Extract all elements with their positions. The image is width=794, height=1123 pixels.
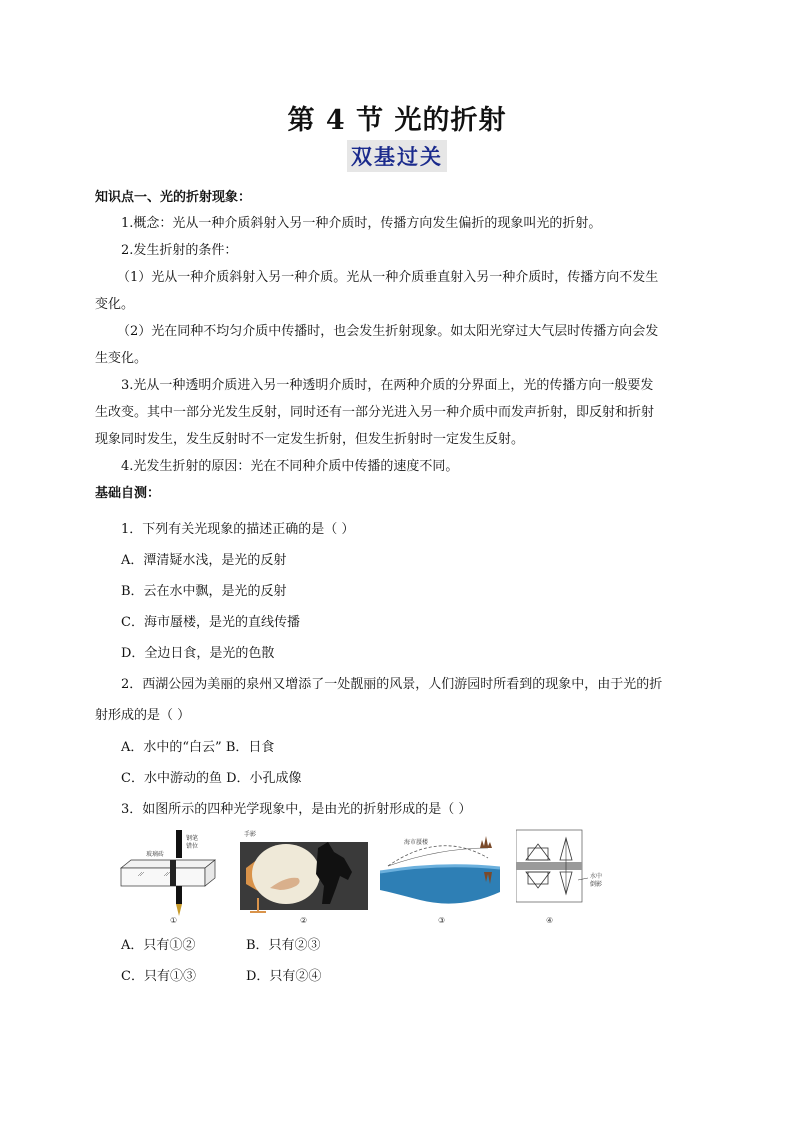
- label-pen-offset: 错位: [186, 843, 199, 850]
- knowledge-line-3: （1）光从一种介质斜射入另一种介质。光从一种介质垂直射入另一种介质时，传播方向不发生: [117, 270, 659, 285]
- figure-hand-shadow: [240, 828, 368, 925]
- q3-figures: [118, 828, 603, 928]
- knowledge-line-6: 生变化。: [95, 351, 148, 366]
- q3-stem: 3．如图所示的四种光学现象中，是由光的折射形成的是（ ）: [121, 802, 472, 817]
- q2-options-row-1: A．水中的“白云” B．日食: [121, 740, 275, 755]
- knowledge-line-2: 2.发生折射的条件：: [121, 243, 238, 258]
- q3-option-a: A．只有①②: [121, 938, 196, 953]
- q3-option-c: C．只有①③: [121, 969, 196, 984]
- knowledge-line-10: 4.光发生折射的原因：光在不同种介质中传播的速度不同。: [121, 459, 459, 474]
- figure-number-1: ①: [170, 916, 178, 925]
- page-title: 第 4 节 光的折射: [287, 105, 507, 136]
- q3-option-d: D．只有②④: [246, 969, 322, 984]
- knowledge-line-1: 1.概念：光从一种介质斜射入另一种介质时，传播方向发生偏折的现象叫光的折射。: [121, 216, 602, 231]
- label-mirage: 海市蜃楼: [404, 839, 429, 846]
- figure-number-2: ②: [300, 916, 308, 925]
- label-hand-shadow: 手影: [244, 831, 257, 838]
- knowledge-line-4: 变化。: [95, 297, 135, 312]
- q1-option-c: C．海市蜃楼，是光的直线传播: [121, 615, 300, 630]
- section-subtitle: 双基过关: [347, 140, 447, 172]
- knowledge-line-9: 现象同时发生，发生反射时不一定发生折射，但发生折射时一定发生反射。: [95, 432, 525, 447]
- label-reflection: 倒影: [590, 881, 603, 888]
- q2-options-row-2: C．水中游动的鱼 D．小孔成像: [121, 771, 302, 786]
- subtitle-wrap: [0, 140, 794, 172]
- q1-option-b: B．云在水中飘，是光的反射: [121, 584, 287, 599]
- figure-mirage: [380, 828, 500, 925]
- knowledge-line-7: 3.光从一种透明介质进入另一种透明介质时，在两种介质的分界面上，光的传播方向一般要发: [121, 378, 654, 393]
- q1-stem: 1．下列有关光现象的描述正确的是（ ）: [121, 522, 355, 537]
- label-glass: 玻璃砖: [146, 851, 165, 858]
- figure-number-3: ③: [438, 916, 446, 925]
- q2-stem-line-2: 射形成的是（ ）: [95, 708, 191, 723]
- figure-water-reflection: [516, 828, 616, 925]
- knowledge-line-8: 生改变。其中一部分光发生反射，同时还有一部分光进入另一种介质中而发声折射，即反射和折射: [95, 405, 655, 420]
- q2-stem-line-1: 2．西湖公园为美丽的泉州又增添了一处靓丽的风景，人们游园时所看到的现象中，由于光的折: [121, 677, 663, 692]
- practice-heading: 基础自测：: [95, 486, 161, 501]
- knowledge-heading: 知识点一、光的折射现象：: [95, 190, 252, 205]
- figure-number-4: ④: [546, 916, 554, 925]
- label-pen: 钢笔: [186, 835, 199, 842]
- q1-option-d: D．全边日食，是光的色散: [121, 646, 275, 661]
- q1-option-a: A．潭清疑水浅，是光的反射: [121, 553, 287, 568]
- label-water: 水中: [590, 873, 603, 880]
- q3-option-b: B．只有②③: [246, 938, 321, 953]
- figure-pen-glass: [118, 828, 218, 925]
- knowledge-line-5: （2）光在同种不均匀介质中传播时，也会发生折射现象。如太阳光穿过大气层时传播方向会发: [117, 324, 659, 339]
